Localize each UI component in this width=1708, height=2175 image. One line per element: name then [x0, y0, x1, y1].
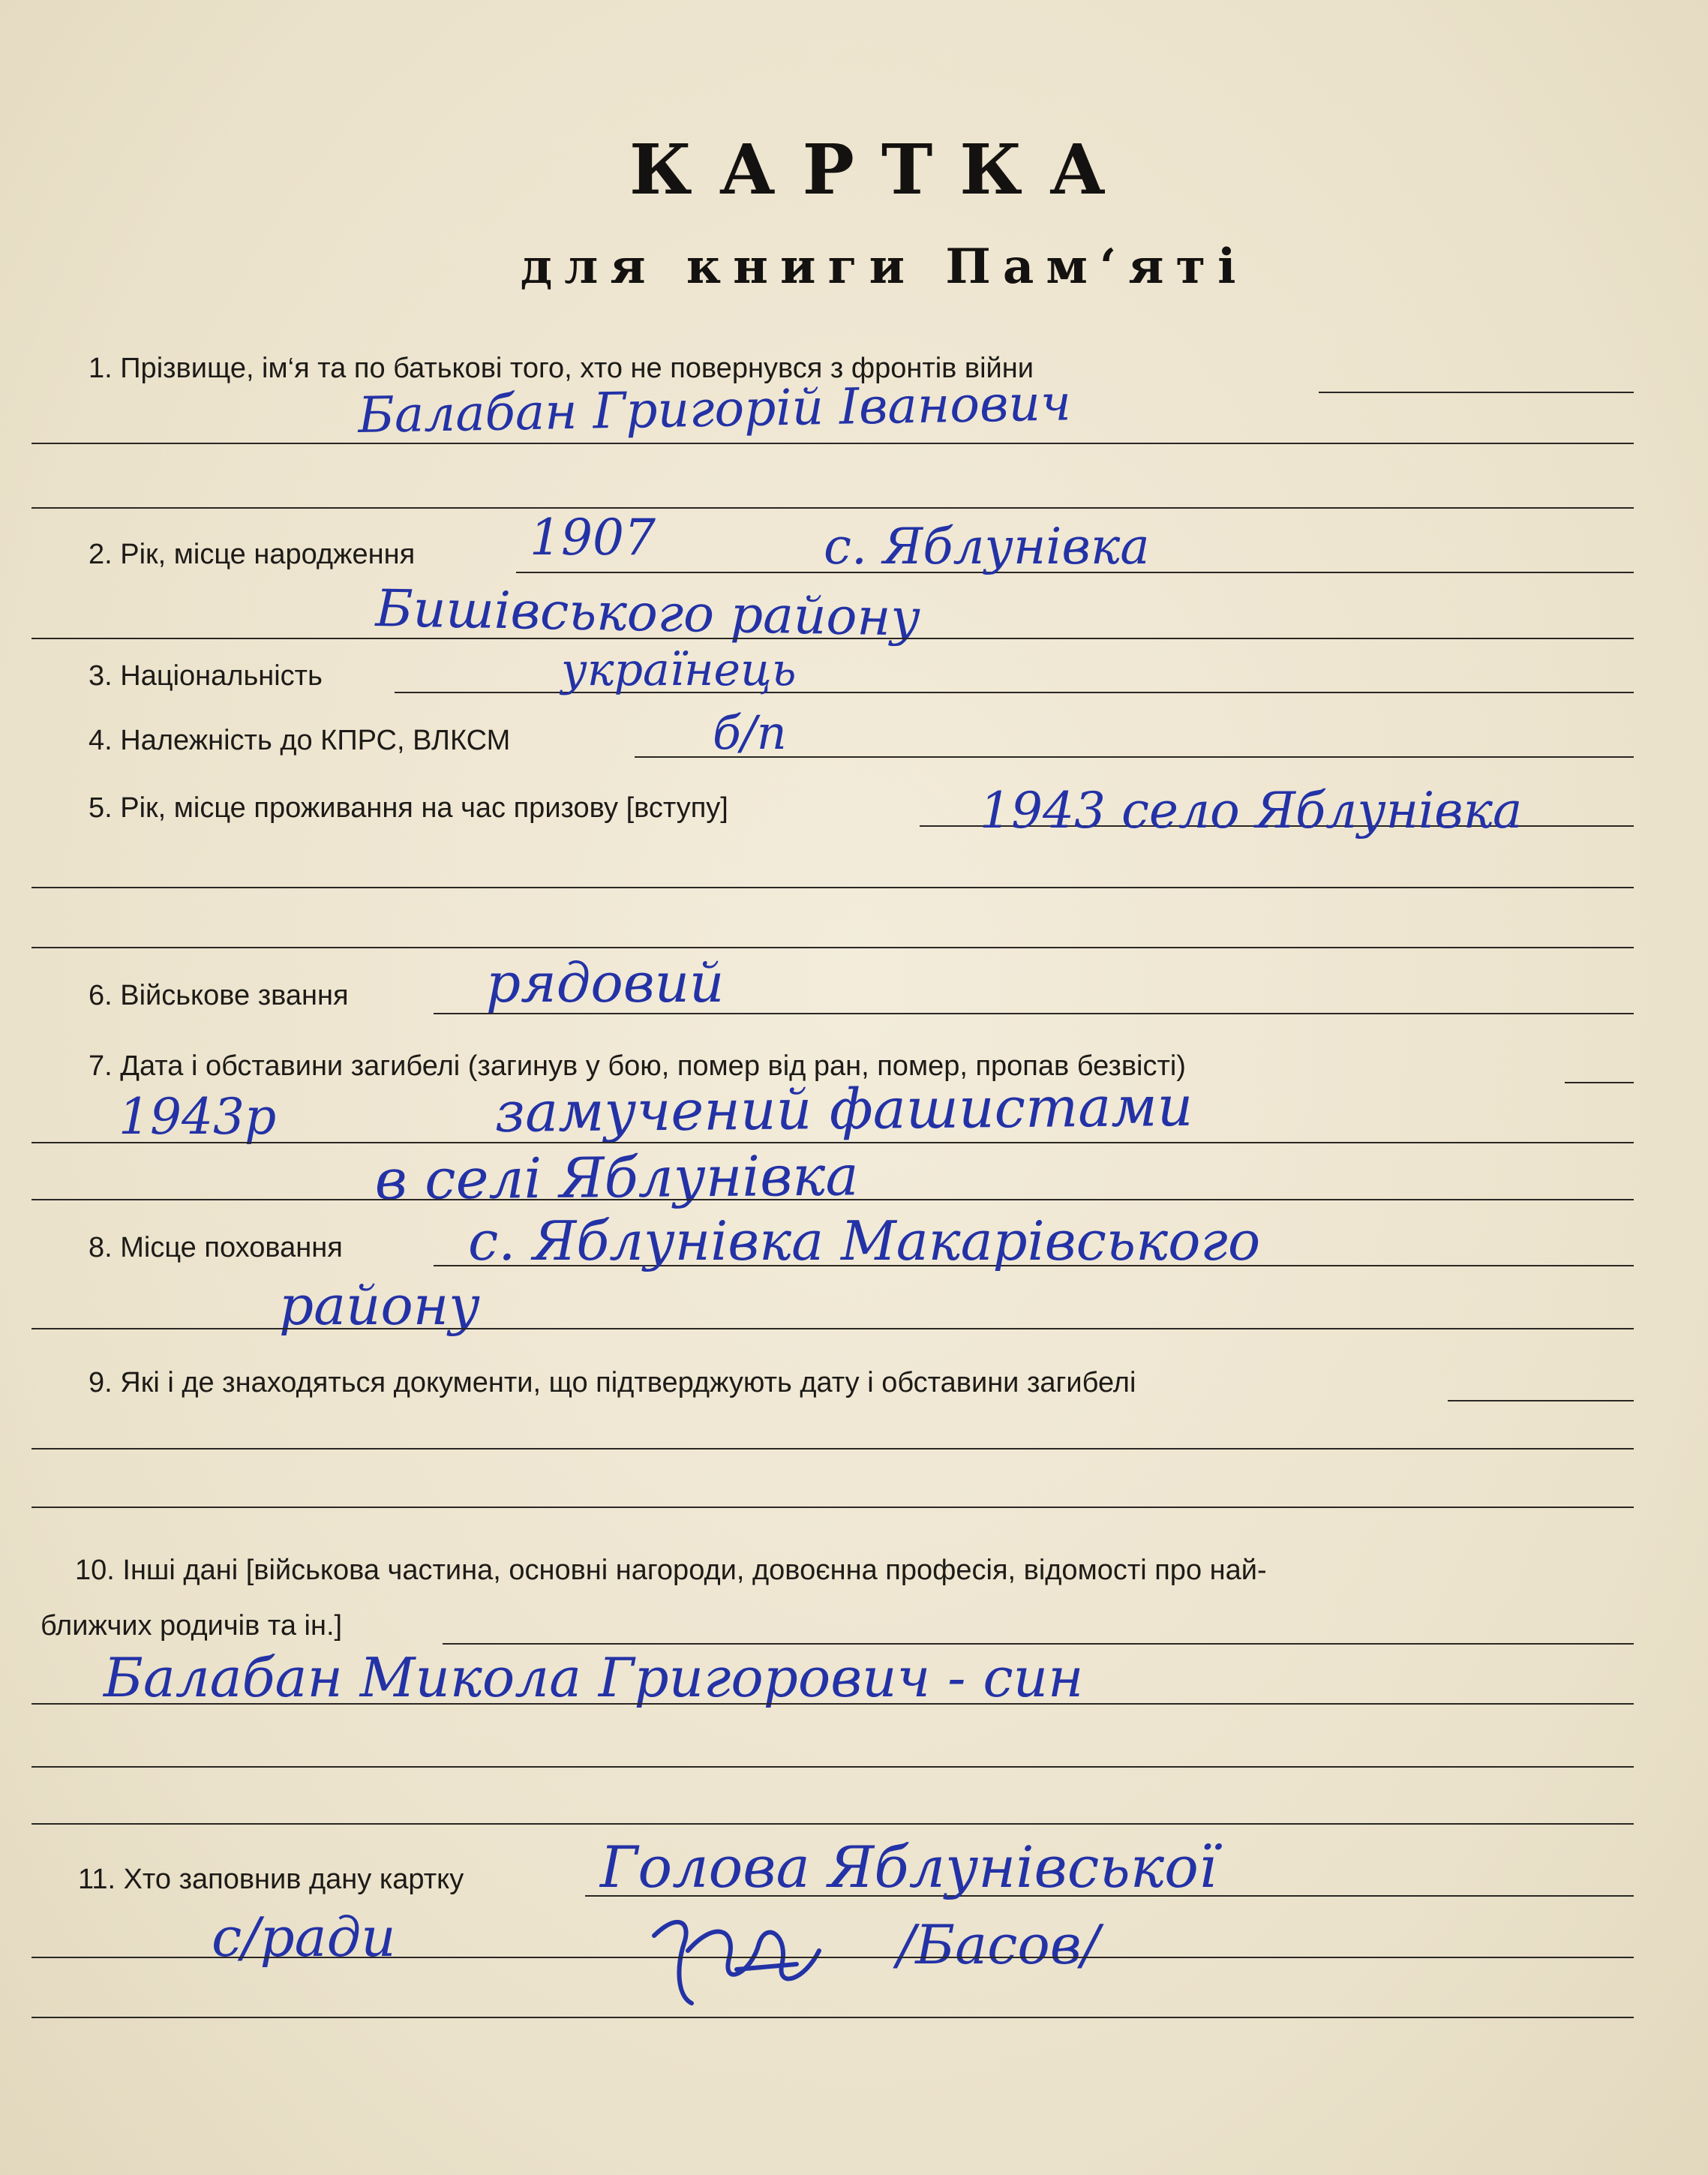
field-10-line-3 [32, 1766, 1634, 1768]
field-5-label: 5. Рік, місце проживання на час призову [вступу] [89, 792, 728, 824]
field-10-line [443, 1643, 1634, 1645]
field-7-line [1565, 1082, 1634, 1083]
field-5-line-3 [32, 947, 1634, 948]
field-1-line-2 [32, 443, 1634, 444]
field-6-answer: рядовий [486, 951, 725, 1014]
field-10-label-line-2: ближчих родичів та ін.] [41, 1610, 343, 1642]
field-10-line-4 [32, 1823, 1634, 1825]
field-8-label: 8. Місце поховання [89, 1232, 343, 1263]
field-10-answer: Балабан Микола Григорович - син [104, 1646, 1084, 1709]
field-11-answer-position: Голова Яблунівської [600, 1834, 1217, 1900]
field-5-line-2 [32, 887, 1634, 888]
field-2-line-2 [32, 638, 1634, 639]
field-7-label: 7. Дата і обставини загибелі (загинув у бою, помер від ран, помер, пропав безвісті) [89, 1050, 1186, 1082]
field-1-line-3 [32, 507, 1634, 509]
field-11-line-3 [32, 2017, 1634, 2018]
field-2-answer-district: Бишівського району [375, 579, 921, 648]
card-title: КАРТКА [629, 129, 1133, 210]
field-1-line [1319, 392, 1634, 393]
field-2-answer-place: с. Яблунівка [824, 518, 1150, 575]
field-6-label: 6. Військове звання [89, 980, 349, 1011]
field-2-label: 2. Рік, місце народження [89, 539, 416, 570]
field-11-answer-name: /Басов/ [897, 1913, 1100, 1976]
field-9-label: 9. Які і де знаходяться документи, що підтверджують дату і обставини загибелі [89, 1367, 1136, 1398]
field-8-answer-district: району [279, 1274, 480, 1337]
field-9-line [1448, 1400, 1634, 1401]
field-1-answer: Балабан Григорій Іванович [357, 374, 1072, 444]
field-5-answer: 1943 село Яблунівка [980, 782, 1523, 840]
field-7-answer-circumstances: замучений фашистами [494, 1074, 1193, 1145]
field-9-line-2 [32, 1448, 1634, 1449]
field-4-answer: б/п [713, 705, 787, 760]
field-11-line-2 [32, 1957, 1634, 1958]
field-7-answer-village: в селі Яблунівка [374, 1143, 859, 1212]
field-11-label: 11. Хто заповнив дану картку [78, 1864, 464, 1895]
field-8-line-2 [32, 1328, 1634, 1329]
field-2-answer-year: 1907 [530, 509, 656, 566]
field-10-line-2 [32, 1703, 1634, 1705]
field-8-answer-place: с. Яблунівка Макарівського [468, 1209, 1261, 1272]
field-3-answer: українець [561, 644, 797, 696]
field-3-label: 3. Національність [89, 660, 323, 692]
field-7-line-3 [32, 1199, 1634, 1200]
card-subtitle: для книги Пам‘яті [520, 239, 1248, 295]
field-10-label-text: 10. Інші дані [військова частина, основні нагороди, довоєнна професія, відомості про най- [75, 1555, 1267, 1586]
field-4-label: 4. Належність до КПРС, ВЛКСМ [89, 725, 511, 756]
field-10-label-line-1 [75, 1555, 1634, 1587]
field-9-line-3 [32, 1507, 1634, 1508]
field-1-label: 1. Прізвище, ім‘я та по батькові того, хто не повернувся з фронтів війни [89, 353, 1034, 384]
signature-scribble [647, 1906, 834, 2018]
field-7-answer-date: 1943р [119, 1088, 277, 1146]
field-11-answer-council: с/ради [212, 1906, 396, 1969]
